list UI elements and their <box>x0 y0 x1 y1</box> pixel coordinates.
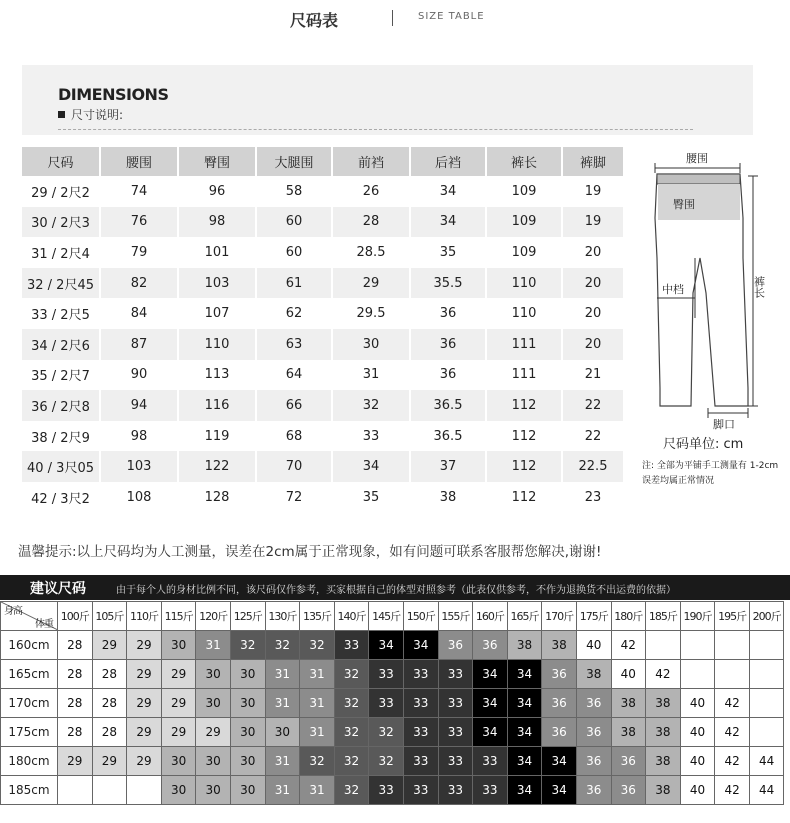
measurement-cell: 23 <box>562 482 624 513</box>
measurement-cell: 36 <box>410 360 486 391</box>
recommended-size-cell: 33 <box>473 747 508 776</box>
measurement-cell: 84 <box>100 298 178 329</box>
recommended-size-cell: 34 <box>473 689 508 718</box>
recommended-size-cell: 38 <box>646 689 681 718</box>
recommended-size-cell <box>646 631 681 660</box>
weight-header: 130斤 <box>265 602 300 631</box>
recommend-title: 建议尺码 <box>30 581 86 597</box>
size-label-cell: 33 / 2尺5 <box>22 298 100 329</box>
measurement-cell: 36 <box>410 329 486 360</box>
rise-label: 中档 <box>662 283 684 296</box>
recommended-size-cell: 40 <box>680 689 715 718</box>
measurement-cell: 101 <box>178 237 256 268</box>
recommended-size-cell: 33 <box>369 689 404 718</box>
measurement-cell: 74 <box>100 176 178 207</box>
measurement-cell: 98 <box>100 421 178 452</box>
measurement-cell: 29 <box>332 268 410 299</box>
recommended-size-cell: 33 <box>403 689 438 718</box>
table-row <box>1 689 784 718</box>
recommended-size-cell: 29 <box>127 631 162 660</box>
measurement-cell: 20 <box>562 329 624 360</box>
recommended-size-cell <box>715 631 750 660</box>
recommended-size-cell <box>749 631 784 660</box>
measurement-cell: 103 <box>100 451 178 482</box>
size-table-header <box>22 147 624 176</box>
recommended-size-cell <box>749 718 784 747</box>
measurement-cell: 110 <box>486 268 562 299</box>
measurement-cell: 110 <box>178 329 256 360</box>
recommended-size-cell: 36 <box>576 776 611 805</box>
recommended-size-cell: 38 <box>646 776 681 805</box>
recommended-size-cell: 40 <box>611 660 646 689</box>
measurement-cell: 35 <box>332 482 410 513</box>
recommend-titlebar <box>0 575 790 600</box>
measurement-cell: 61 <box>256 268 332 299</box>
size-label-cell: 38 / 2尺9 <box>22 421 100 452</box>
recommended-size-cell: 32 <box>334 689 369 718</box>
recommended-size-cell: 29 <box>127 718 162 747</box>
recommend-desc: 由于每个人的身材比例不同，该尺码仅作参考，买家根据自己的体型对照参考（此表仅供参考，不作为退换货不出运费的依据） <box>116 585 676 596</box>
size-table-body <box>22 176 624 513</box>
measurement-cell: 19 <box>562 207 624 238</box>
measurement-cell: 113 <box>178 360 256 391</box>
recommended-size-cell: 29 <box>161 660 196 689</box>
recommended-size-cell: 33 <box>403 718 438 747</box>
weight-header: 195斤 <box>715 602 750 631</box>
size-col-header: 裤脚 <box>562 147 624 176</box>
weight-header: 160斤 <box>473 602 508 631</box>
measurement-cell: 109 <box>486 207 562 238</box>
recommended-size-cell: 36 <box>576 747 611 776</box>
measurement-cell: 116 <box>178 390 256 421</box>
recommended-size-cell: 30 <box>196 776 231 805</box>
recommended-size-cell: 34 <box>369 631 404 660</box>
table-row <box>22 298 624 329</box>
dashed-divider <box>58 129 693 130</box>
recommended-size-cell: 38 <box>542 631 577 660</box>
recommended-size-cell <box>127 776 162 805</box>
weight-header: 185斤 <box>646 602 681 631</box>
dimensions-subtitle <box>58 106 123 123</box>
recommended-size-cell: 31 <box>196 631 231 660</box>
weight-header: 125斤 <box>230 602 265 631</box>
length-label: 裤长 <box>752 276 766 298</box>
recommended-size-cell: 33 <box>438 718 473 747</box>
recommended-size-cell: 29 <box>196 718 231 747</box>
weight-header: 180斤 <box>611 602 646 631</box>
table-row <box>22 360 624 391</box>
recommended-size-cell: 30 <box>196 747 231 776</box>
measurement-cell: 79 <box>100 237 178 268</box>
size-label-cell: 42 / 3尺2 <box>22 482 100 513</box>
measurement-cell: 76 <box>100 207 178 238</box>
recommended-size-cell: 33 <box>403 776 438 805</box>
size-col-header: 前裆 <box>332 147 410 176</box>
recommended-size-cell: 31 <box>265 660 300 689</box>
table-row <box>22 329 624 360</box>
measurement-cell: 96 <box>178 176 256 207</box>
recommended-size-cell: 28 <box>92 660 127 689</box>
recommended-size-cell: 36 <box>576 718 611 747</box>
measurement-cell: 111 <box>486 360 562 391</box>
size-col-header: 裤长 <box>486 147 562 176</box>
measurement-cell: 35 <box>410 237 486 268</box>
recommended-size-cell <box>680 631 715 660</box>
measurement-cell: 70 <box>256 451 332 482</box>
recommended-size-cell: 38 <box>576 660 611 689</box>
recommended-size-cell: 36 <box>473 631 508 660</box>
measurement-cell: 112 <box>486 390 562 421</box>
table-row <box>1 776 784 805</box>
recommended-size-cell: 42 <box>646 660 681 689</box>
recommended-size-cell: 32 <box>334 660 369 689</box>
dimensions-banner <box>22 65 753 135</box>
recommended-size-cell: 28 <box>58 718 93 747</box>
recommended-size-cell: 29 <box>58 747 93 776</box>
measurement-cell: 30 <box>332 329 410 360</box>
recommended-size-cell: 30 <box>161 631 196 660</box>
recommended-size-cell: 33 <box>473 776 508 805</box>
dimensions-title: DIMENSIONS <box>58 85 169 104</box>
measurement-cell: 36.5 <box>410 390 486 421</box>
pants-diagram <box>640 148 790 518</box>
recommended-size-cell: 34 <box>507 776 542 805</box>
height-cell: 160cm <box>1 631 58 660</box>
recommended-size-cell: 32 <box>334 718 369 747</box>
table-row <box>22 176 624 207</box>
recommended-size-cell: 30 <box>161 747 196 776</box>
page-header <box>0 0 790 40</box>
measurement-cell: 82 <box>100 268 178 299</box>
recommended-size-cell: 32 <box>369 718 404 747</box>
measurement-cell: 72 <box>256 482 332 513</box>
recommended-size-cell: 44 <box>749 747 784 776</box>
recommended-size-cell: 29 <box>127 689 162 718</box>
recommended-size-cell: 34 <box>542 747 577 776</box>
recommended-size-cell: 32 <box>369 747 404 776</box>
measurement-cell: 19 <box>562 176 624 207</box>
measurement-cell: 64 <box>256 360 332 391</box>
recommended-size-cell: 44 <box>749 776 784 805</box>
measure-note: 注: 全部为平铺手工测量有 1-2cm 误差均属正常情况 <box>642 461 779 486</box>
measurement-cell: 26 <box>332 176 410 207</box>
table-row <box>22 237 624 268</box>
recommend-header-row <box>1 602 784 631</box>
recommended-size-cell: 40 <box>576 631 611 660</box>
measurement-cell: 28.5 <box>332 237 410 268</box>
bullet-square-icon <box>58 111 65 118</box>
recommended-size-cell: 38 <box>507 631 542 660</box>
weight-header: 100斤 <box>58 602 93 631</box>
size-label-cell: 30 / 2尺3 <box>22 207 100 238</box>
recommended-size-cell: 33 <box>334 631 369 660</box>
measurement-cell: 119 <box>178 421 256 452</box>
measurement-cell: 22 <box>562 421 624 452</box>
table-row <box>1 747 784 776</box>
recommended-size-cell: 30 <box>265 718 300 747</box>
height-weight-corner <box>1 602 58 631</box>
recommended-size-cell: 34 <box>403 631 438 660</box>
measurement-cell: 20 <box>562 298 624 329</box>
recommended-size-cell: 40 <box>680 718 715 747</box>
recommended-size-cell: 33 <box>438 747 473 776</box>
recommended-size-cell: 42 <box>715 776 750 805</box>
size-label-cell: 32 / 2尺45 <box>22 268 100 299</box>
height-cell: 180cm <box>1 747 58 776</box>
height-cell: 175cm <box>1 718 58 747</box>
header-divider <box>392 10 393 26</box>
recommended-size-cell: 31 <box>265 747 300 776</box>
recommended-size-cell: 32 <box>230 631 265 660</box>
recommended-size-cell: 33 <box>369 776 404 805</box>
recommended-size-cell: 40 <box>680 776 715 805</box>
weight-header: 190斤 <box>680 602 715 631</box>
recommended-size-cell: 36 <box>611 776 646 805</box>
recommended-size-cell: 32 <box>265 631 300 660</box>
recommended-size-cell: 28 <box>58 689 93 718</box>
measurement-cell: 38 <box>410 482 486 513</box>
recommended-size-cell: 34 <box>507 747 542 776</box>
table-row <box>22 390 624 421</box>
recommended-size-cell: 28 <box>58 660 93 689</box>
measurement-cell: 34 <box>410 176 486 207</box>
weight-header: 110斤 <box>127 602 162 631</box>
measurement-cell: 60 <box>256 207 332 238</box>
hem-label: 脚口 <box>713 418 735 431</box>
measurement-cell: 36 <box>410 298 486 329</box>
recommended-size-cell: 29 <box>127 660 162 689</box>
weight-header: 155斤 <box>438 602 473 631</box>
measurement-cell: 90 <box>100 360 178 391</box>
table-row <box>22 268 624 299</box>
measurement-cell: 87 <box>100 329 178 360</box>
recommended-size-cell <box>715 660 750 689</box>
weight-header: 175斤 <box>576 602 611 631</box>
size-col-header: 大腿围 <box>256 147 332 176</box>
recommended-size-cell: 34 <box>507 660 542 689</box>
recommended-size-cell: 36 <box>438 631 473 660</box>
recommended-size-cell: 29 <box>92 747 127 776</box>
measurement-cell: 36.5 <box>410 421 486 452</box>
recommended-size-cell: 33 <box>438 776 473 805</box>
size-col-header: 尺码 <box>22 147 100 176</box>
recommended-size-cell: 29 <box>127 747 162 776</box>
size-label-cell: 35 / 2尺7 <box>22 360 100 391</box>
corner-weight-label: 体重 <box>35 619 53 630</box>
size-col-header: 后裆 <box>410 147 486 176</box>
recommended-size-cell: 31 <box>300 689 335 718</box>
table-row <box>22 451 624 482</box>
recommended-size-cell: 33 <box>438 660 473 689</box>
recommended-size-cell: 28 <box>92 689 127 718</box>
measurement-cell: 112 <box>486 451 562 482</box>
recommended-size-cell: 29 <box>92 631 127 660</box>
weight-header: 200斤 <box>749 602 784 631</box>
recommend-table <box>0 601 784 805</box>
measurement-cell: 28 <box>332 207 410 238</box>
measurement-cell: 32 <box>332 390 410 421</box>
recommended-size-cell: 30 <box>161 776 196 805</box>
header-title-en: SIZE TABLE <box>418 11 485 22</box>
recommended-size-cell: 38 <box>611 718 646 747</box>
measurement-cell: 109 <box>486 176 562 207</box>
recommended-size-cell: 38 <box>611 689 646 718</box>
recommended-size-cell: 30 <box>230 689 265 718</box>
recommended-size-cell: 31 <box>300 660 335 689</box>
recommended-size-cell: 30 <box>230 747 265 776</box>
recommended-size-cell: 31 <box>300 718 335 747</box>
weight-header: 170斤 <box>542 602 577 631</box>
recommended-size-cell: 42 <box>715 689 750 718</box>
recommended-size-cell: 31 <box>265 689 300 718</box>
measurement-cell: 112 <box>486 421 562 452</box>
recommended-size-cell: 30 <box>196 689 231 718</box>
recommended-size-cell <box>749 689 784 718</box>
size-col-header: 腰围 <box>100 147 178 176</box>
height-cell: 170cm <box>1 689 58 718</box>
measurement-cell: 122 <box>178 451 256 482</box>
measurement-cell: 98 <box>178 207 256 238</box>
measurement-cell: 34 <box>410 207 486 238</box>
weight-header: 150斤 <box>403 602 438 631</box>
measurement-cell: 31 <box>332 360 410 391</box>
measurement-cell: 62 <box>256 298 332 329</box>
recommended-size-cell: 33 <box>438 689 473 718</box>
measurement-cell: 112 <box>486 482 562 513</box>
table-row <box>22 207 624 238</box>
recommended-size-cell: 36 <box>611 747 646 776</box>
recommended-size-cell: 34 <box>507 718 542 747</box>
measurement-cell: 63 <box>256 329 332 360</box>
measurement-cell: 33 <box>332 421 410 452</box>
recommended-size-cell: 36 <box>576 689 611 718</box>
recommended-size-cell: 30 <box>230 776 265 805</box>
recommended-size-cell: 36 <box>542 660 577 689</box>
warm-tip: 温馨提示:以上尺码均为人工测量，误差在2cm属于正常现象，如有问题可联系客服帮您解决,谢谢! <box>18 544 602 560</box>
measurement-cell: 21 <box>562 360 624 391</box>
recommended-size-cell: 34 <box>473 660 508 689</box>
measurement-cell: 103 <box>178 268 256 299</box>
weight-header: 140斤 <box>334 602 369 631</box>
recommended-size-cell: 33 <box>403 660 438 689</box>
recommended-size-cell: 33 <box>403 747 438 776</box>
dimensions-subtitle-text: 尺寸说明: <box>71 108 124 122</box>
measurement-cell: 34 <box>332 451 410 482</box>
recommended-size-cell: 40 <box>680 747 715 776</box>
measurement-cell: 58 <box>256 176 332 207</box>
size-label-cell: 34 / 2尺6 <box>22 329 100 360</box>
table-row <box>1 631 784 660</box>
measurement-cell: 20 <box>562 268 624 299</box>
recommended-size-cell: 29 <box>161 718 196 747</box>
hip-label: 臀围 <box>673 198 695 211</box>
corner-height-label: 身高 <box>4 606 22 617</box>
recommended-size-cell <box>680 660 715 689</box>
recommended-size-cell: 36 <box>542 689 577 718</box>
weight-header: 145斤 <box>369 602 404 631</box>
measurement-cell: 109 <box>486 237 562 268</box>
size-label-cell: 31 / 2尺4 <box>22 237 100 268</box>
measurement-cell: 37 <box>410 451 486 482</box>
recommended-size-cell: 28 <box>58 631 93 660</box>
size-table <box>22 147 625 513</box>
size-label-cell: 29 / 2尺2 <box>22 176 100 207</box>
recommended-size-cell: 34 <box>542 776 577 805</box>
height-cell: 165cm <box>1 660 58 689</box>
measurement-cell: 108 <box>100 482 178 513</box>
size-unit: 尺码单位: cm <box>663 437 744 452</box>
waist-label: 腰围 <box>686 152 708 165</box>
recommended-size-cell: 32 <box>300 747 335 776</box>
recommended-size-cell: 38 <box>646 718 681 747</box>
recommended-size-cell: 38 <box>646 747 681 776</box>
recommended-size-cell: 32 <box>300 631 335 660</box>
measurement-cell: 68 <box>256 421 332 452</box>
measurement-cell: 110 <box>486 298 562 329</box>
measurement-cell: 107 <box>178 298 256 329</box>
measurement-cell: 29.5 <box>332 298 410 329</box>
recommended-size-cell: 34 <box>473 718 508 747</box>
recommended-size-cell: 42 <box>611 631 646 660</box>
size-label-cell: 40 / 3尺05 <box>22 451 100 482</box>
recommended-size-cell: 30 <box>230 660 265 689</box>
recommended-size-cell: 31 <box>300 776 335 805</box>
table-row <box>1 660 784 689</box>
recommended-size-cell: 29 <box>161 689 196 718</box>
size-col-header: 臀围 <box>178 147 256 176</box>
measurement-cell: 60 <box>256 237 332 268</box>
table-row <box>22 421 624 452</box>
header-title-zh: 尺码表 <box>290 11 339 30</box>
weight-header: 115斤 <box>161 602 196 631</box>
measurement-cell: 22.5 <box>562 451 624 482</box>
measurement-cell: 35.5 <box>410 268 486 299</box>
size-label-cell: 36 / 2尺8 <box>22 390 100 421</box>
recommended-size-cell: 32 <box>334 776 369 805</box>
table-row <box>22 482 624 513</box>
recommend-section <box>0 575 790 805</box>
recommended-size-cell: 31 <box>265 776 300 805</box>
recommended-size-cell: 32 <box>334 747 369 776</box>
recommended-size-cell <box>58 776 93 805</box>
measurement-cell: 111 <box>486 329 562 360</box>
weight-header: 105斤 <box>92 602 127 631</box>
measurement-cell: 66 <box>256 390 332 421</box>
measurement-cell: 22 <box>562 390 624 421</box>
recommended-size-cell: 34 <box>507 689 542 718</box>
weight-header: 120斤 <box>196 602 231 631</box>
table-row <box>1 718 784 747</box>
recommended-size-cell: 42 <box>715 718 750 747</box>
weight-header: 165斤 <box>507 602 542 631</box>
weight-header: 135斤 <box>300 602 335 631</box>
measurement-cell: 20 <box>562 237 624 268</box>
height-cell: 185cm <box>1 776 58 805</box>
recommended-size-cell <box>92 776 127 805</box>
recommended-size-cell <box>749 660 784 689</box>
recommended-size-cell: 28 <box>92 718 127 747</box>
recommended-size-cell: 30 <box>230 718 265 747</box>
pants-outline-icon <box>640 148 790 433</box>
recommended-size-cell: 36 <box>542 718 577 747</box>
measurement-cell: 128 <box>178 482 256 513</box>
recommended-size-cell: 30 <box>196 660 231 689</box>
recommended-size-cell: 42 <box>715 747 750 776</box>
measurement-cell: 94 <box>100 390 178 421</box>
recommended-size-cell: 33 <box>369 660 404 689</box>
